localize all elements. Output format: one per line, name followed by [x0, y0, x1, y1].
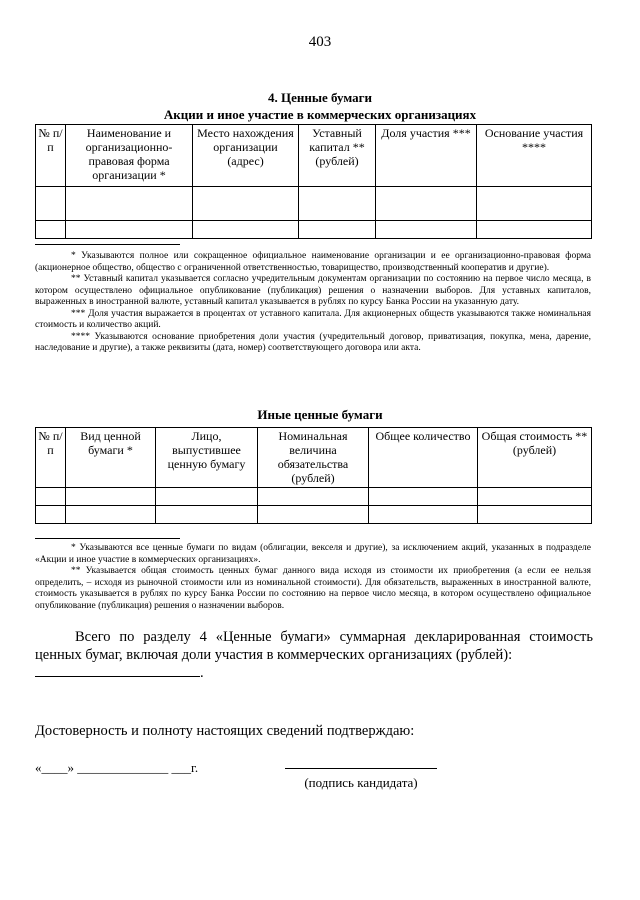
table-header-row	[36, 428, 592, 488]
table-row[interactable]	[36, 187, 592, 221]
table-row[interactable]	[36, 506, 592, 524]
footnote-item: **** Указываются основание приобретения доли участия (учредительный договор, приватизация, покупка, мена, дарение, наследование и другие), а также реквизиты (дата, номер) соответствующего договора или акта.	[35, 331, 591, 353]
total-statement: Всего по разделу 4 «Ценные бумаги» суммарная декларированная стоимость ценных бумаг, включая доли участия в коммерческих организациях (рублей): .	[35, 629, 593, 681]
col-issuer-header: Лицо, выпустившее ценную бумагу	[156, 428, 258, 488]
shares-table	[35, 124, 592, 239]
col-number-header: № п/п	[36, 125, 66, 187]
footnote-item: * Указываются полное или сокращенное официальное наименование организации и ее организационно-правовая форма (акционерное общество, общество с ограниченной ответственностью, товарищество, производственный кооператив и другие).	[35, 251, 591, 273]
date-field[interactable]: «____» ______________ ___г.	[35, 760, 199, 775]
footnotes-other	[35, 543, 591, 612]
footnote-item: ** Уставный капитал указывается согласно учредительным документам организации по состоянию на первое число месяца, в котором осуществлено официальное опубликование (публикация) решения о назначении выборов. Для уставных капиталов, выраженных в иностранной валюте, уставный капитал указывается в рублях по курсу Банка России на указанную дату.	[35, 274, 591, 307]
footnote-divider	[35, 538, 180, 539]
other-securities-table	[35, 427, 592, 524]
confirmation-text: Достоверность и полноту настоящих сведений подтверждаю:	[35, 723, 415, 739]
col-nominal-header: Номинальная величина обязательства (рублей)	[258, 428, 369, 488]
footnote-item: *** Доля участия выражается в процентах от уставного капитала. Для акционерных обществ указываются также номинальная стоимость и количество акций.	[35, 308, 591, 330]
col-number-header: № п/п	[36, 428, 66, 488]
table-header-row	[36, 125, 592, 187]
total-value-field[interactable]	[35, 664, 200, 677]
col-org-name-header: Наименование и организационно-правовая форма организации *	[66, 125, 193, 187]
table-row[interactable]	[36, 488, 592, 506]
section-title: 4. Ценные бумаги	[267, 90, 373, 105]
col-quantity-header: Общее количество	[369, 428, 478, 488]
footnote-divider	[35, 244, 180, 245]
footnotes-shares	[35, 251, 591, 355]
signature-line[interactable]	[285, 768, 437, 769]
col-type-header: Вид ценной бумаги *	[66, 428, 156, 488]
col-share-header: Доля участия ***	[376, 125, 477, 187]
col-location-header: Место нахождения организации (адрес)	[193, 125, 299, 187]
page-number: 403	[308, 34, 332, 50]
col-total-value-header: Общая стоимость ** (рублей)	[478, 428, 592, 488]
col-basis-header: Основание участия ****	[477, 125, 592, 187]
signature-caption: (подпись кандидата)	[304, 775, 418, 790]
section-subtitle: Акции и иное участие в коммерческих организациях	[163, 107, 477, 122]
footnote-item: * Указываются все ценные бумаги по видам (облигации, векселя и другие), за исключением акций, указанных в подразделе «Акции и иное участие в коммерческих организациях».	[35, 543, 591, 565]
other-securities-title: Иные ценные бумаги	[257, 407, 383, 422]
table-row[interactable]	[36, 221, 592, 239]
col-capital-header: Уставный капитал ** (рублей)	[299, 125, 376, 187]
total-text: Всего по разделу 4 «Ценные бумаги» суммарная декларированная стоимость ценных бумаг, включая доли участия в коммерческих организациях (рублей):	[35, 629, 593, 663]
footnote-item: ** Указывается общая стоимость ценных бумаг данного вида исходя из стоимости их приобретения (а если ее нельзя определить, – исходя из рыночной стоимости или из номинальной стоимости). Для обязательств, выраженных в иностранной валюте, стоимость указывается в рублях по курсу Банка России по состоянию на первое число месяца, в котором осуществлено официальное опубликование (публикация) решения о назначении выборов.	[35, 566, 591, 611]
